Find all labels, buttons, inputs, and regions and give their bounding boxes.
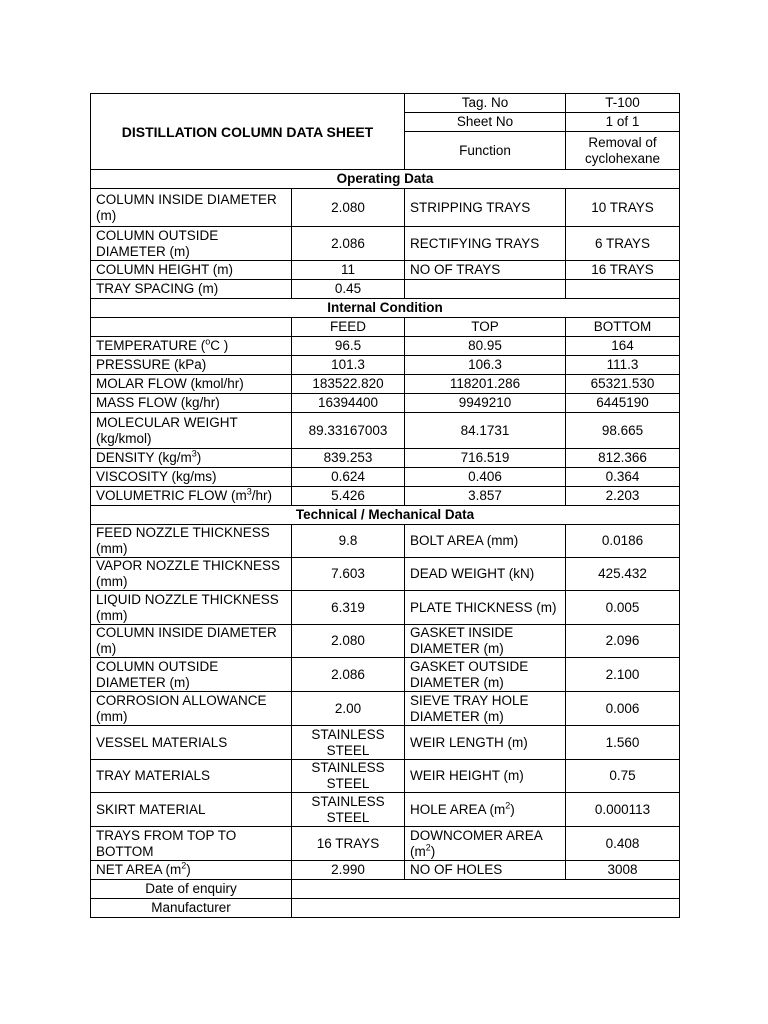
row-label: COLUMN OUTSIDE DIAMETER (m) (91, 658, 292, 692)
row-label (91, 337, 292, 356)
row-label: COLUMN OUTSIDE DIAMETER (m) (91, 227, 292, 261)
function-value: Removal of cyclohexane (566, 132, 680, 170)
table-row (91, 280, 680, 299)
row-label-text-end: /hr) (251, 488, 273, 503)
row-label (91, 861, 292, 880)
row-value: 425.432 (566, 558, 680, 591)
row-label-superscript: 3 (246, 486, 252, 497)
feed-value: 16394400 (292, 394, 405, 413)
row-label: TRAYS FROM TOP TO BOTTOM (91, 827, 292, 861)
row-label-text: VOLUMETRIC FLOW (m (96, 488, 247, 503)
row-value: STAINLESS STEEL (292, 760, 405, 793)
technical-data-heading-row (91, 506, 680, 525)
row-value: 2.100 (566, 658, 680, 692)
row-label-text: TEMPERATURE ( (96, 338, 206, 353)
row-value: 2.990 (292, 861, 405, 880)
row-value: STAINLESS STEEL (292, 726, 405, 760)
row-value: 2.080 (292, 189, 405, 227)
sheet-no-label: Sheet No (405, 113, 566, 132)
table-row (91, 625, 680, 658)
column-header: FEED (292, 318, 405, 337)
row-label-text: NET AREA (m (96, 862, 182, 877)
row-value: 0.0186 (566, 525, 680, 558)
row-value: 0.000113 (566, 793, 680, 827)
row-value: 2.086 (292, 658, 405, 692)
row-label: TRAY MATERIALS (91, 760, 292, 793)
table-row (91, 726, 680, 760)
row-label: SKIRT MATERIAL (91, 793, 292, 827)
table-row (91, 468, 680, 487)
function-label: Function (405, 132, 566, 170)
table-row (91, 487, 680, 506)
internal-condition-heading: Internal Condition (91, 299, 680, 318)
bottom-value: 98.665 (566, 413, 680, 449)
bottom-value: 0.364 (566, 468, 680, 487)
row-value: 2.086 (292, 227, 405, 261)
row-label: CORROSION ALLOWANCE (mm) (91, 692, 292, 726)
row-value: 9.8 (292, 525, 405, 558)
top-value: 106.3 (405, 356, 566, 375)
row-value: 10 TRAYS (566, 189, 680, 227)
bottom-value: 812.366 (566, 449, 680, 468)
top-value: 9949210 (405, 394, 566, 413)
row-value: 2.096 (566, 625, 680, 658)
feed-value: 839.253 (292, 449, 405, 468)
table-row (91, 861, 680, 880)
row-value: STAINLESS STEEL (292, 793, 405, 827)
column-header: TOP (405, 318, 566, 337)
row-label (405, 827, 566, 861)
row-value: 0.006 (566, 692, 680, 726)
row-label: WEIR LENGTH (m) (405, 726, 566, 760)
feed-value: 89.33167003 (292, 413, 405, 449)
bottom-value: 164 (566, 337, 680, 356)
row-label (405, 280, 566, 299)
row-value: 6 TRAYS (566, 227, 680, 261)
row-label-superscript: o (205, 336, 211, 347)
header-row (91, 94, 680, 113)
row-value: 16 TRAYS (566, 261, 680, 280)
top-value: 0.406 (405, 468, 566, 487)
table-row (91, 227, 680, 261)
table-row (91, 525, 680, 558)
row-label: SIEVE TRAY HOLE DIAMETER (m) (405, 692, 566, 726)
top-value: 716.519 (405, 449, 566, 468)
row-value: 2.00 (292, 692, 405, 726)
blank-header-cell (91, 318, 292, 337)
row-value: 6.319 (292, 591, 405, 625)
row-label-superscript: 2 (181, 860, 187, 871)
sheet-title: DISTILLATION COLUMN DATA SHEET (91, 94, 405, 170)
row-label: STRIPPING TRAYS (405, 189, 566, 227)
row-label (405, 793, 566, 827)
row-value: 1.560 (566, 726, 680, 760)
bottom-value: 65321.530 (566, 375, 680, 394)
row-label: MOLAR FLOW (kmol/hr) (91, 375, 292, 394)
bottom-value: 111.3 (566, 356, 680, 375)
row-label: COLUMN INSIDE DIAMETER (m) (91, 625, 292, 658)
row-label: COLUMN HEIGHT (m) (91, 261, 292, 280)
row-value: 7.603 (292, 558, 405, 591)
row-label: VISCOSITY (kg/ms) (91, 468, 292, 487)
row-value: 0.45 (292, 280, 405, 299)
feed-value: 5.426 (292, 487, 405, 506)
row-label-text: DOWNCOMER AREA (m (410, 827, 543, 859)
row-label-text-end: ) (196, 450, 202, 465)
row-label: WEIR HEIGHT (m) (405, 760, 566, 793)
table-row (91, 337, 680, 356)
row-label-superscript: 3 (191, 448, 197, 459)
data-sheet-body (91, 94, 680, 918)
table-row (91, 261, 680, 280)
row-label: MASS FLOW (kg/hr) (91, 394, 292, 413)
row-label: TRAY SPACING (m) (91, 280, 292, 299)
row-label: VESSEL MATERIALS (91, 726, 292, 760)
top-value: 80.95 (405, 337, 566, 356)
table-row (91, 356, 680, 375)
row-value (566, 280, 680, 299)
row-label: RECTIFYING TRAYS (405, 227, 566, 261)
row-label: DEAD WEIGHT (kN) (405, 558, 566, 591)
row-label-text-end: ) (510, 801, 515, 817)
top-value: 3.857 (405, 487, 566, 506)
row-label: GASKET OUTSIDE DIAMETER (m) (405, 658, 566, 692)
manufacturer-value (292, 899, 680, 918)
row-label-superscript: 2 (425, 842, 431, 852)
row-label: PRESSURE (kPa) (91, 356, 292, 375)
bottom-value: 6445190 (566, 394, 680, 413)
enquiry-value (292, 880, 680, 899)
row-label-text-end: C ) (210, 338, 229, 353)
table-row (91, 189, 680, 227)
feed-value: 101.3 (292, 356, 405, 375)
table-row (91, 375, 680, 394)
table-row (91, 827, 680, 861)
row-label: COLUMN INSIDE DIAMETER (m) (91, 189, 292, 227)
table-row (91, 658, 680, 692)
row-label-superscript: 2 (505, 800, 511, 810)
column-header: BOTTOM (566, 318, 680, 337)
internal-condition-heading-row (91, 299, 680, 318)
row-label-text-end: ) (430, 843, 436, 859)
feed-value: 183522.820 (292, 375, 405, 394)
manufacturer-row (91, 899, 680, 918)
row-value: 2.080 (292, 625, 405, 658)
row-label: VAPOR NOZZLE THICKNESS (mm) (91, 558, 292, 591)
table-row (91, 394, 680, 413)
column-header-row (91, 318, 680, 337)
row-label: LIQUID NOZZLE THICKNESS (mm) (91, 591, 292, 625)
enquiry-label: Date of enquiry (91, 880, 292, 899)
manufacturer-label: Manufacturer (91, 899, 292, 918)
technical-data-heading: Technical / Mechanical Data (91, 506, 680, 525)
feed-value: 96.5 (292, 337, 405, 356)
row-label (91, 487, 292, 506)
table-row (91, 591, 680, 625)
table-row (91, 449, 680, 468)
row-value: 3008 (566, 861, 680, 880)
row-value: 0.75 (566, 760, 680, 793)
table-row (91, 558, 680, 591)
feed-value: 0.624 (292, 468, 405, 487)
row-label: GASKET INSIDE DIAMETER (m) (405, 625, 566, 658)
row-label-text-end: ) (186, 862, 191, 877)
row-label: MOLECULAR WEIGHT (kg/kmol) (91, 413, 292, 449)
tag-label: Tag. No (405, 94, 566, 113)
row-label: FEED NOZZLE THICKNESS (mm) (91, 525, 292, 558)
row-label-text: HOLE AREA (m (410, 801, 506, 817)
data-sheet-table (90, 93, 680, 918)
table-row (91, 760, 680, 793)
row-label: PLATE THICKNESS (m) (405, 591, 566, 625)
top-value: 118201.286 (405, 375, 566, 394)
row-value: 11 (292, 261, 405, 280)
sheet-no-value: 1 of 1 (566, 113, 680, 132)
row-value: 0.408 (566, 827, 680, 861)
operating-data-heading: Operating Data (91, 170, 680, 189)
row-label (91, 449, 292, 468)
operating-data-heading-row (91, 170, 680, 189)
row-value: 16 TRAYS (292, 827, 405, 861)
table-row (91, 692, 680, 726)
table-row (91, 413, 680, 449)
bottom-value: 2.203 (566, 487, 680, 506)
enquiry-row (91, 880, 680, 899)
row-label-text: DENSITY (kg/m (96, 450, 192, 465)
table-row (91, 793, 680, 827)
row-label: NO OF TRAYS (405, 261, 566, 280)
row-label: NO OF HOLES (405, 861, 566, 880)
top-value: 84.1731 (405, 413, 566, 449)
row-value: 0.005 (566, 591, 680, 625)
tag-value: T-100 (566, 94, 680, 113)
row-label: BOLT AREA (mm) (405, 525, 566, 558)
